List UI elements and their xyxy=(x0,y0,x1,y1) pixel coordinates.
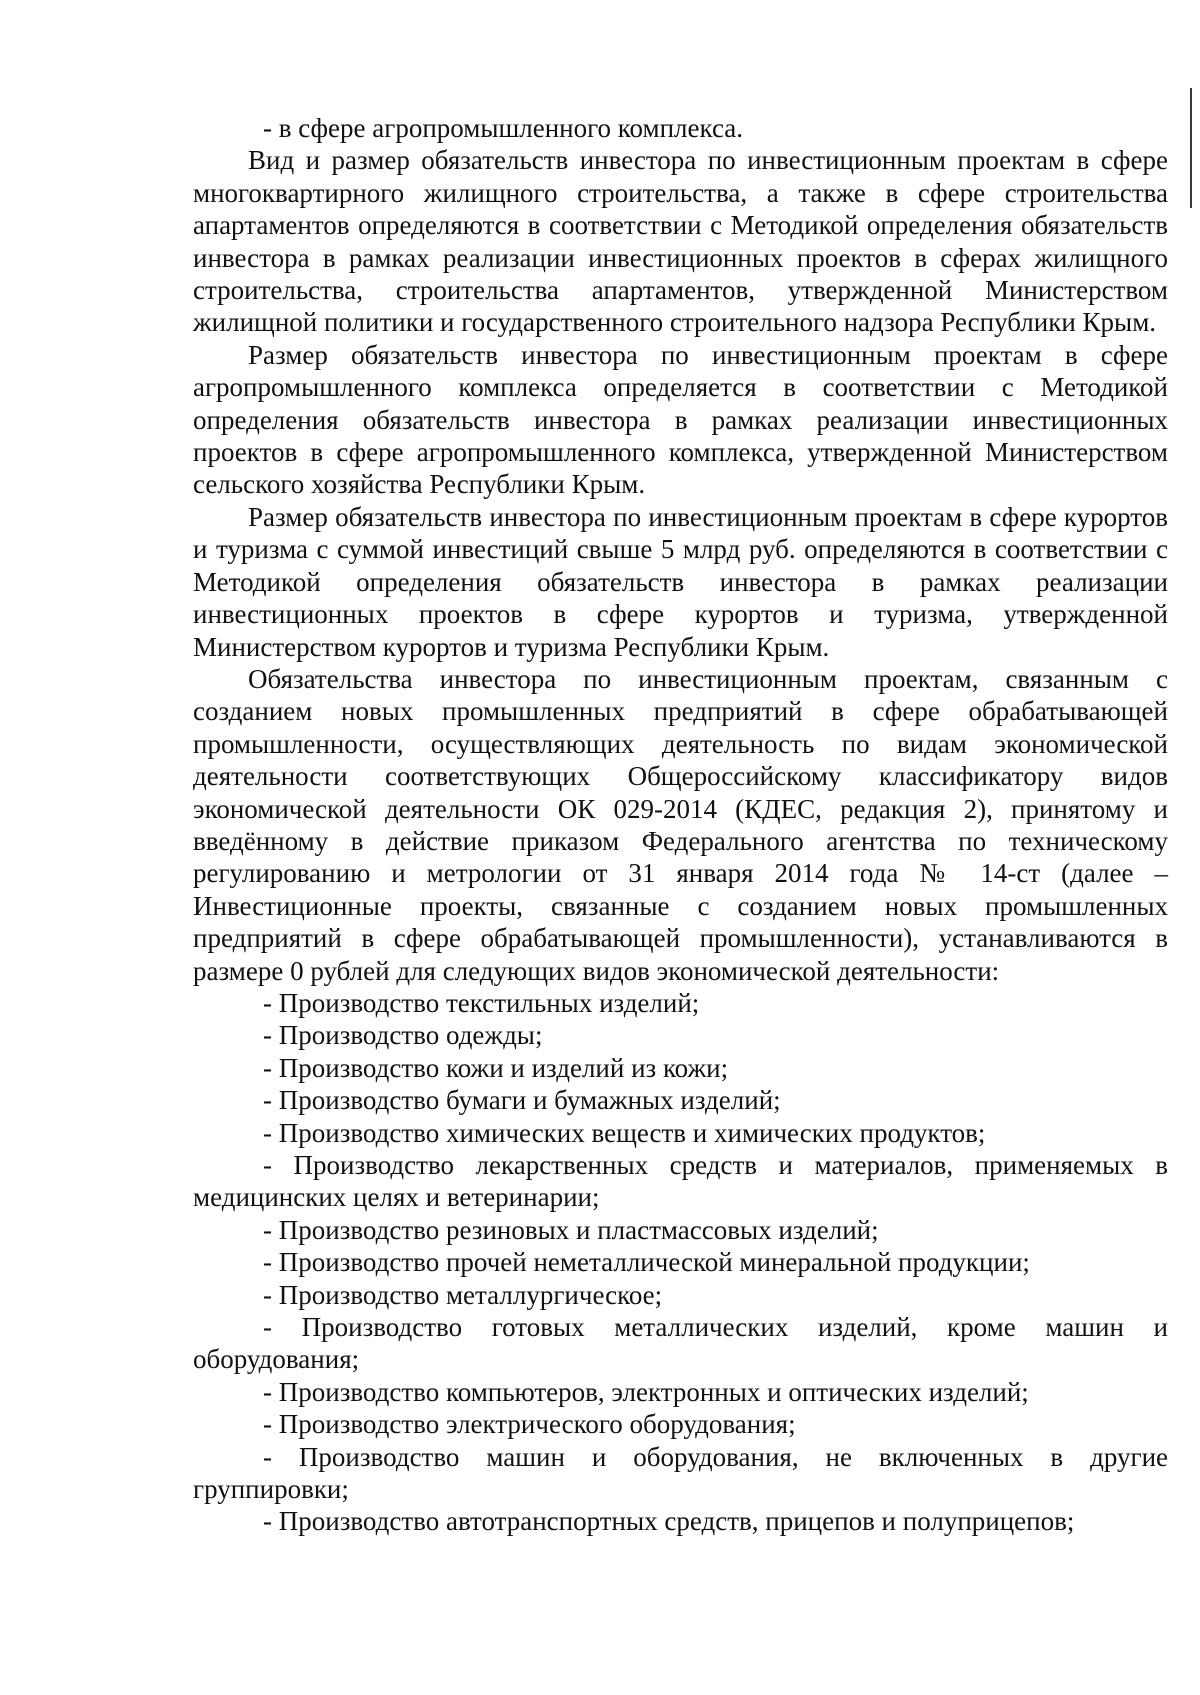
document-body xyxy=(193,112,1168,1538)
scan-edge-mark xyxy=(1190,88,1192,208)
activity-item: - Производство бумаги и бумажных изделий; xyxy=(263,1085,781,1116)
activity-item: - Производство кожи и изделий из кожи; xyxy=(263,1052,729,1083)
activity-item: - Производство компьютеров, электронных и оптических изделий; xyxy=(263,1376,1029,1407)
activity-item: - Производство одежды; xyxy=(263,1020,543,1051)
activity-item: - Производство прочей неметаллической минеральной продукции; xyxy=(263,1247,1030,1278)
paragraph-industrial-obligations: Обязательства инвестора по инвестиционным проектам, связанным с созданием новых промышленных предприятий в сфере обрабатывающей промышленности, осуществляющих деятельность по видам экономической деятельности соответствующих Общероссийскому классификатору видов экономической деятельности ОК 029-2014 (КДЕС, редакция 2), принятому и введённому в действие приказом Федерального агентства по техническому регулированию и метрологии от 31 января 2014 года № 14-ст (далее – Инвестиционные проекты, связанные с созданием новых промышленных предприятий в сфере обрабатывающей промышленности), устанавливаются в размере 0 рублей для следующих видов экономической деятельности: xyxy=(193,663,1168,986)
activity-item: - Производство резиновых и пластмассовых изделий; xyxy=(263,1214,879,1245)
activity-item: - Производство готовых металлических изделий, кроме машин и оборудования; xyxy=(193,1312,1168,1375)
intro-line: - в сфере агропромышленного комплекса. xyxy=(263,113,744,143)
activity-item: - Производство химических веществ и химических продуктов; xyxy=(263,1117,986,1148)
activity-item: - Производство лекарственных средств и материалов, применяемых в медицинских целях и ветеринарии; xyxy=(193,1150,1168,1213)
activity-item: - Производство машин и оборудования, не включенных в другие группировки; xyxy=(193,1441,1168,1505)
activity-item: - Производство металлургическое; xyxy=(263,1279,663,1310)
paragraph-tourism-obligations: Размер обязательств инвестора по инвестиционным проектам в сфере курортов и туризма с суммой инвестиций свыше 5 млрд руб. определяются в соответствии с Методикой определения обязательств инвестора в рамках реализации инвестиционных проектов в сфере курортов и туризма, утвержденной Министерством курортов и туризма Республики Крым. xyxy=(193,501,1168,662)
activity-item: - Производство текстильных изделий; xyxy=(263,987,700,1018)
activity-item: - Производство автотранспортных средств, прицепов и полуприцепов; xyxy=(263,1506,1075,1537)
paragraph-agro-obligations: Размер обязательств инвестора по инвестиционным проектам в сфере агропромышленного комплекса определяется в соответствии с Методикой определения обязательств инвестора в рамках реализации инвестиционных проектов в сфере агропромышленного комплекса, утвержденной Министерством сельского хозяйства Республики Крым. xyxy=(193,339,1168,500)
activity-item: - Производство электрического оборудования; xyxy=(263,1409,796,1440)
paragraph-housing-obligations: Вид и размер обязательств инвестора по инвестиционным проектам в сфере многоквартирного жилищного строительства, а также в сфере строительства апартаментов определяются в соответствии с Методикой определения обязательств инвестора в рамках реализации инвестиционных проектов в сферах жилищного строительства, строительства апартаментов, утвержденной Министерством жилищной политики и государственного строительного надзора Республики Крым. xyxy=(193,145,1168,338)
